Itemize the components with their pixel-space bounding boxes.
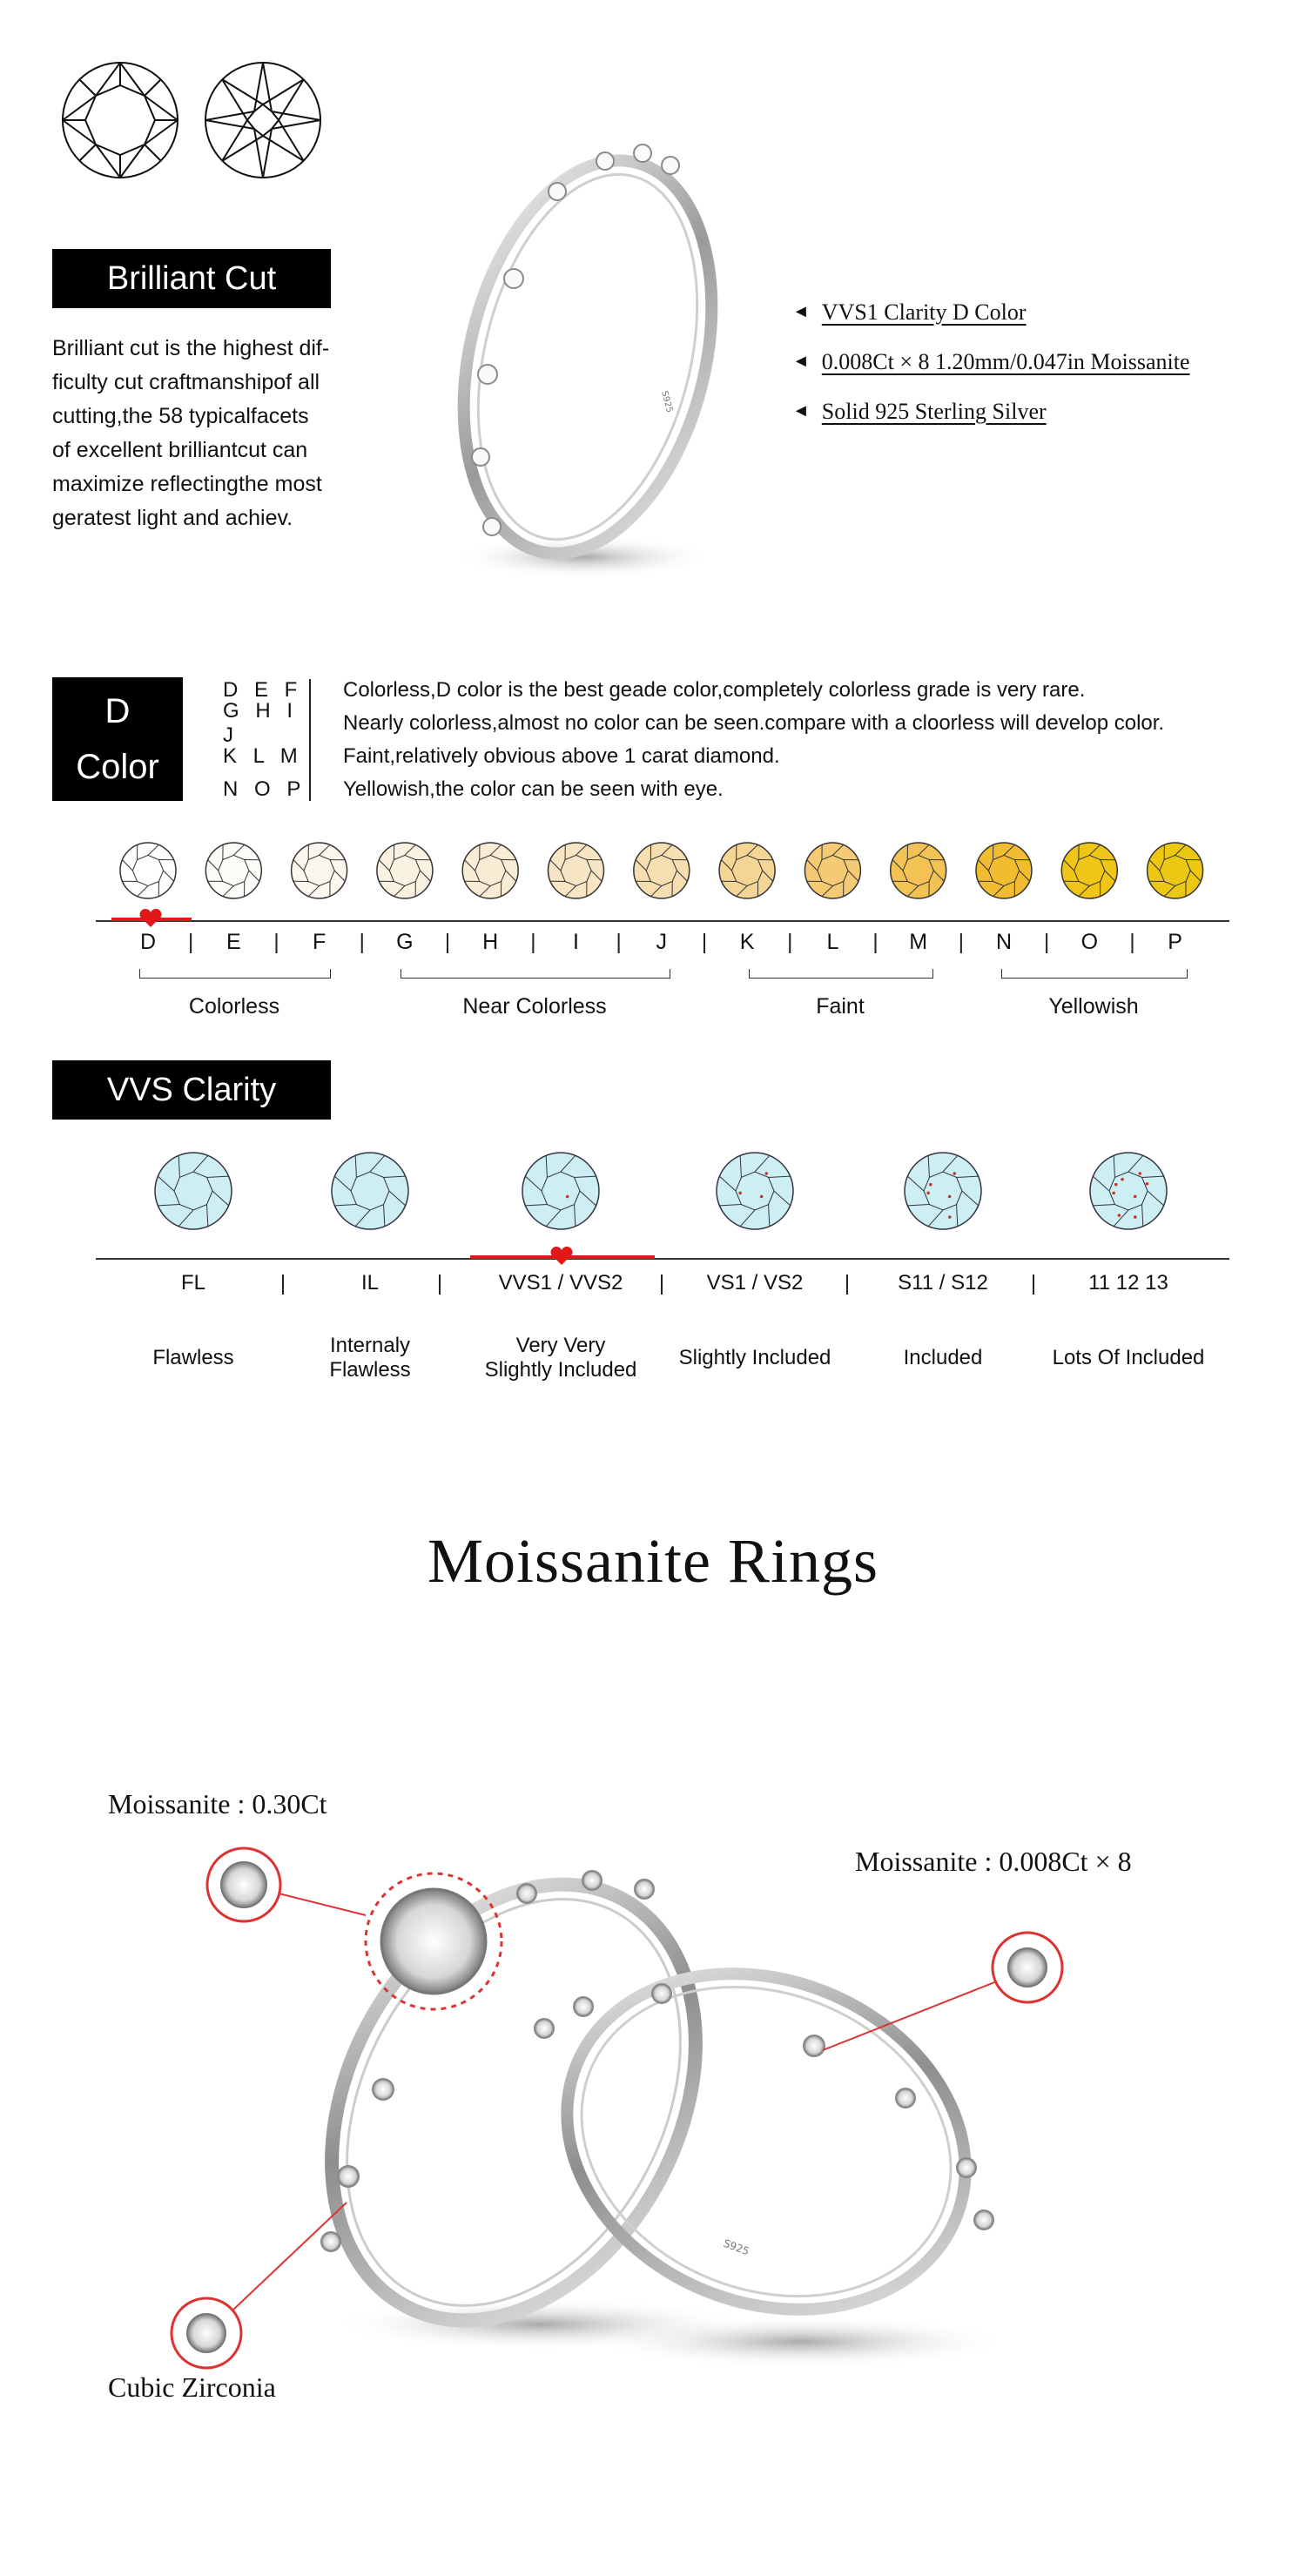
color-gem-G xyxy=(377,843,433,898)
clarity-description-line: Slightly Included xyxy=(484,1358,637,1382)
clarity-gem xyxy=(717,1153,793,1229)
color-scale-letters xyxy=(0,930,1306,961)
color-letter-H: H xyxy=(482,930,499,954)
clarity-gem xyxy=(332,1153,408,1229)
grade-row xyxy=(223,674,1164,707)
color-letter-K: K xyxy=(739,930,755,954)
color-letter-E: E xyxy=(226,930,241,954)
color-gem-H xyxy=(462,843,518,898)
eternity-ring-image xyxy=(409,122,723,592)
clarity-gem xyxy=(522,1153,599,1229)
clarity-separator: | xyxy=(1030,1271,1037,1295)
letter-separator: | xyxy=(1129,930,1135,954)
group-label-yellowish: Yellowish xyxy=(1048,994,1139,1019)
clarity-code: VVS1 / VVS2 xyxy=(498,1271,623,1295)
clarity-description-line: Internaly xyxy=(329,1334,411,1357)
moissanite-band-label: Moissanite : 0.008Ct × 8 xyxy=(855,1846,1132,1877)
clarity-description xyxy=(474,1334,648,1382)
spec-item xyxy=(792,287,1190,337)
color-letter-L: L xyxy=(826,930,839,954)
grade-row xyxy=(223,699,1165,747)
description-line: maximize reflectingthe most xyxy=(52,472,322,496)
color-gem-scale xyxy=(0,827,1306,914)
description-line: of excellent brilliantcut can xyxy=(52,438,308,462)
clarity-description xyxy=(856,1346,1030,1370)
brilliant-cut-description xyxy=(52,332,348,535)
clarity-separator: | xyxy=(844,1271,851,1295)
triangle-left-icon: ◄ xyxy=(792,352,810,371)
letter-separator: | xyxy=(872,930,879,954)
grade-row xyxy=(223,740,1164,773)
clarity-code: S11 / S12 xyxy=(898,1271,988,1295)
letter-separator: | xyxy=(958,930,965,954)
color-grade-table xyxy=(223,674,1164,806)
clarity-description-line: Slightly Included xyxy=(678,1346,831,1369)
clarity-separator: | xyxy=(279,1271,286,1295)
group-label-faint: Faint xyxy=(816,994,865,1019)
grade-desc: Nearly colorless,almost no color can be seen.compare with a cloorless will develop color. xyxy=(343,711,1165,735)
clarity-gem xyxy=(1090,1153,1167,1229)
letter-separator: | xyxy=(530,930,536,954)
description-line: geratest light and achiev. xyxy=(52,506,293,530)
letter-separator: | xyxy=(187,930,194,954)
letter-separator: | xyxy=(787,930,793,954)
moissanite-rings-title: Moissanite Rings xyxy=(427,1526,879,1596)
clarity-description xyxy=(283,1334,457,1382)
moissanite-main-label: Moissanite : 0.30Ct xyxy=(108,1788,327,1819)
heart-marker-icon xyxy=(549,1247,575,1266)
brilliant-cut-top-icon xyxy=(59,59,181,181)
color-scale-line xyxy=(96,920,1229,922)
color-gem-D xyxy=(120,843,176,898)
clarity-separator: | xyxy=(436,1271,443,1295)
color-gem-P xyxy=(1148,843,1203,898)
letter-separator: | xyxy=(1043,930,1050,954)
letter-separator: | xyxy=(444,930,451,954)
ring-engraving: S925 xyxy=(659,389,675,414)
color-letter-M: M xyxy=(909,930,928,954)
grade-letters: N O P xyxy=(223,777,306,801)
color-letter-O: O xyxy=(1080,930,1099,954)
clarity-description xyxy=(668,1346,842,1370)
letter-separator: | xyxy=(273,930,279,954)
grade-row xyxy=(223,773,1164,806)
spec-text: 0.008Ct × 8 1.20mm/0.047in Moissanite xyxy=(821,348,1190,374)
color-gem-I xyxy=(549,843,604,898)
color-letter-D: D xyxy=(139,930,157,954)
spec-list xyxy=(792,287,1190,436)
clarity-scale-line xyxy=(96,1258,1229,1260)
spec-item xyxy=(792,387,1190,436)
letter-separator: | xyxy=(359,930,365,954)
group-label-colorless: Colorless xyxy=(188,994,280,1019)
color-gem-N xyxy=(976,843,1032,898)
color-letter-J: J xyxy=(656,930,668,954)
letter-separator: | xyxy=(616,930,622,954)
clarity-gem xyxy=(905,1153,981,1229)
group-bracket xyxy=(139,969,331,979)
description-line: Brilliant cut is the highest dif- xyxy=(52,336,330,360)
ring-set-image xyxy=(0,1811,1306,2438)
heart-marker-icon xyxy=(138,909,164,928)
description-line: cutting,the 58 typicalfacets xyxy=(52,404,309,428)
group-label-near-colorless: Near Colorless xyxy=(462,994,607,1019)
brilliant-cut-bottom-icon xyxy=(202,59,324,181)
grade-letters: G H I J xyxy=(223,699,299,747)
group-bracket xyxy=(749,969,933,979)
brilliant-cut-label: Brilliant Cut xyxy=(52,249,331,308)
clarity-gem xyxy=(155,1153,232,1229)
clarity-description-line: Included xyxy=(903,1346,983,1369)
color-gem-E xyxy=(205,843,261,898)
color-letter-N: N xyxy=(995,930,1013,954)
grade-desc: Faint,relatively obvious above 1 carat diamond. xyxy=(343,744,780,768)
description-line: ficulty cut craftmanshipof all xyxy=(52,370,320,394)
color-gem-F xyxy=(292,843,347,898)
cubic-zirconia-label: Cubic Zirconia xyxy=(108,2371,276,2403)
spec-item xyxy=(792,337,1190,387)
grade-desc: Yellowish,the color can be seen with eye. xyxy=(343,777,724,801)
spec-text: Solid 925 Sterling Silver xyxy=(821,398,1047,424)
clarity-separator: | xyxy=(658,1271,665,1295)
clarity-code: VS1 / VS2 xyxy=(706,1271,804,1295)
clarity-description xyxy=(106,1346,280,1370)
group-bracket xyxy=(1001,969,1188,979)
color-letter-G: G xyxy=(396,930,414,954)
clarity-description-line: Flawless xyxy=(152,1346,234,1369)
clarity-description-line: Lots Of Included xyxy=(1052,1346,1205,1369)
clarity-description xyxy=(1041,1346,1215,1370)
ring-engraving: S925 xyxy=(721,2236,751,2258)
clarity-descriptions xyxy=(0,1334,1306,1395)
clarity-code: 11 12 13 xyxy=(1088,1271,1168,1295)
color-letter-P: P xyxy=(1168,930,1182,954)
color-letter-I: I xyxy=(573,930,579,954)
clarity-description-line: Very Very xyxy=(515,1334,606,1357)
grade-desc: Colorless,D color is the best geade color,completely colorless grade is very rare. xyxy=(343,678,1086,702)
letter-separator: | xyxy=(701,930,708,954)
triangle-left-icon: ◄ xyxy=(792,401,810,420)
vvs-clarity-label: VVS Clarity xyxy=(52,1060,331,1120)
color-gem-K xyxy=(719,843,775,898)
color-letter-F: F xyxy=(312,930,326,954)
grade-letters: D E F xyxy=(223,678,303,702)
d-color-letter: D xyxy=(104,692,131,730)
grade-letters: K L M xyxy=(223,744,303,768)
spec-text: VVS1 Clarity D Color xyxy=(821,299,1027,325)
color-gem-L xyxy=(804,843,860,898)
group-bracket xyxy=(401,969,670,979)
clarity-gem-scale xyxy=(0,1147,1306,1243)
d-color-label xyxy=(52,677,183,801)
clarity-code: IL xyxy=(360,1271,379,1295)
clarity-codes xyxy=(0,1271,1306,1302)
clarity-code: FL xyxy=(180,1271,205,1295)
clarity-description-line: Flawless xyxy=(329,1358,411,1382)
triangle-left-icon: ◄ xyxy=(792,302,810,321)
color-gem-J xyxy=(634,843,690,898)
d-color-word: Color xyxy=(76,748,159,786)
color-gem-O xyxy=(1061,843,1117,898)
color-gem-M xyxy=(891,843,946,898)
